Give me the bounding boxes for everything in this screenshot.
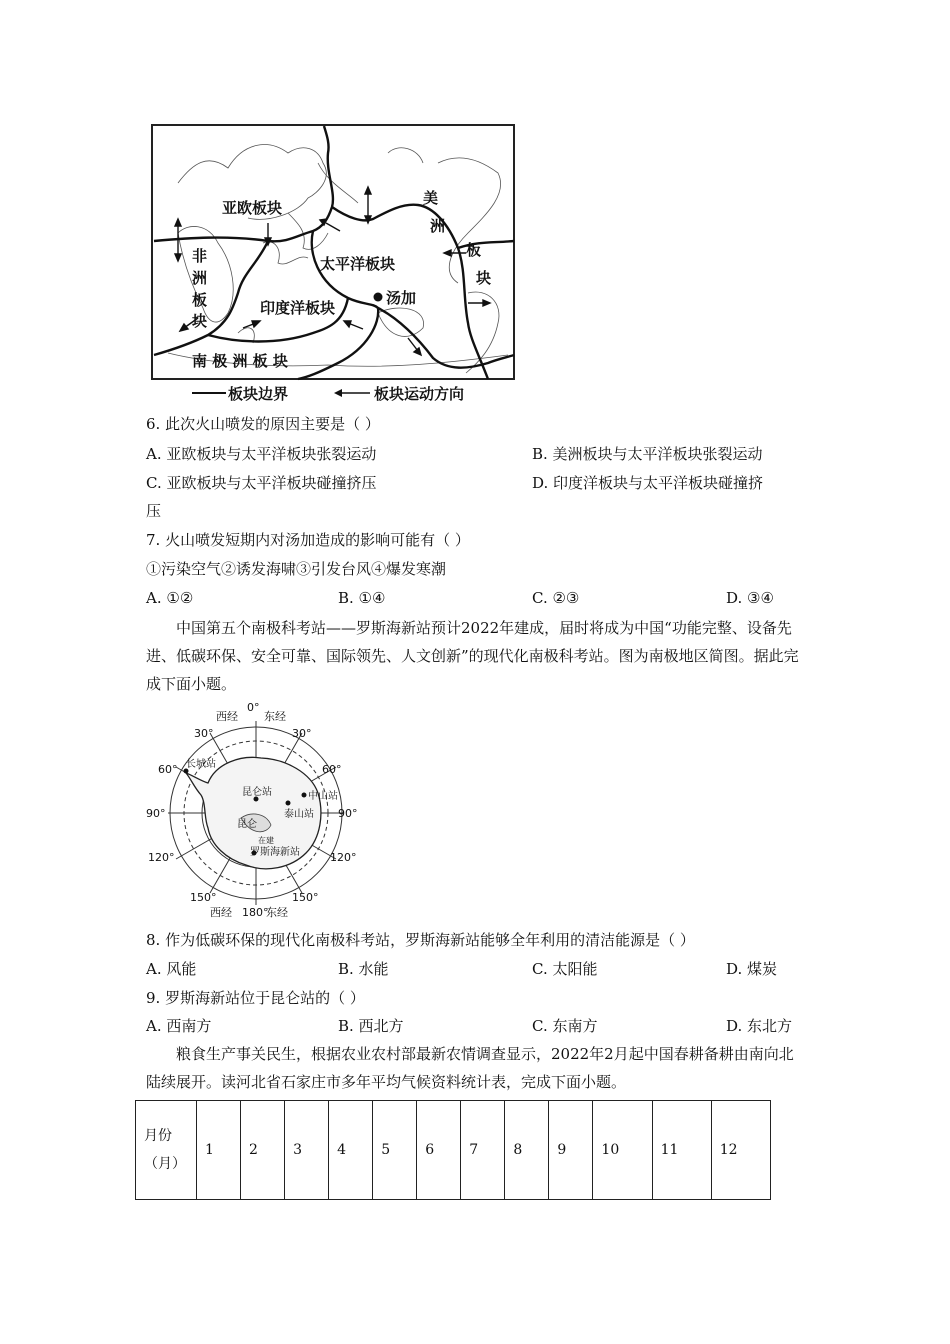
lbl-zhongshan: 中山站 xyxy=(308,791,338,802)
plate-map xyxy=(148,123,518,408)
label-antarctic: 南 极 洲 板 块 xyxy=(192,352,288,370)
q8-option-d[interactable]: D. 煤炭 xyxy=(726,960,778,978)
antarctic-map-svg xyxy=(146,703,366,918)
q8-option-a[interactable]: A. 风能 xyxy=(146,960,197,978)
taishan-dot xyxy=(286,801,291,806)
label-africa-1: 非 xyxy=(192,247,208,265)
label-america-1: 美 xyxy=(423,189,439,207)
table-cell: 10 xyxy=(593,1101,652,1200)
lbl-w60: 60° xyxy=(158,763,178,776)
label-america-2: 洲 xyxy=(430,217,446,235)
q6-stem: 6. 此次火山喷发的原因主要是（ ） xyxy=(146,415,380,433)
lbl-w30: 30° xyxy=(194,727,214,740)
lbl-180: 180° xyxy=(242,906,269,918)
q6-option-b[interactable]: B. 美洲板块与太平洋板块张裂运动 xyxy=(532,445,763,463)
lbl-west-top: 西经 xyxy=(216,710,238,723)
lbl-e150: 150° xyxy=(292,891,319,904)
q6-option-a[interactable]: A. 亚欧板块与太平洋板块张裂运动 xyxy=(146,445,377,463)
q9-option-a[interactable]: A. 西南方 xyxy=(146,1017,212,1035)
zhongshan-dot xyxy=(302,793,307,798)
lbl-e90: 90° xyxy=(338,807,358,820)
table-cell: 6 xyxy=(417,1101,461,1200)
climate-table xyxy=(135,1100,771,1200)
label-africa-3: 板 xyxy=(192,291,208,309)
lbl-taishan: 泰山站 xyxy=(284,809,314,820)
q7-items: ①污染空气②诱发海啸③引发台风④爆发寒潮 xyxy=(146,560,447,578)
table-cell: 8 xyxy=(505,1101,549,1200)
q7-option-b[interactable]: B. ①④ xyxy=(338,589,386,607)
q7-option-c[interactable]: C. ②③ xyxy=(532,589,580,607)
lbl-e30: 30° xyxy=(292,727,312,740)
q6-option-c[interactable]: C. 亚欧板块与太平洋板块碰撞挤压 xyxy=(146,474,377,492)
lbl-ross: 罗斯海新站 xyxy=(250,847,300,858)
lbl-changcheng: 长城站 xyxy=(186,759,216,770)
q6-option-d[interactable]: D. 印度洋板块与太平洋板块碰撞挤 xyxy=(532,474,764,492)
q9-option-b[interactable]: B. 西北方 xyxy=(338,1017,404,1035)
lbl-zero: 0° xyxy=(247,703,260,714)
table-cell: 4 xyxy=(329,1101,373,1200)
table-cell: 9 xyxy=(549,1101,593,1200)
table-cell: 12 xyxy=(711,1101,770,1200)
table-cell: 2 xyxy=(241,1101,285,1200)
q7-option-d[interactable]: D. ③④ xyxy=(726,589,774,607)
lbl-w120: 120° xyxy=(148,851,175,864)
intro-antarctic: 中国第五个南极科考站——罗斯海新站预计2022年建成，届时将成为中国“功能完整、设备先进、低碳环保、安全可靠、国际领先、人文创新”的现代化南极科考站。图为南极地区简图。据此完成下面小题。 xyxy=(146,619,799,693)
legend-direction: 板块运动方向 xyxy=(374,385,465,403)
label-eurasia: 亚欧板块 xyxy=(222,199,283,217)
q8-option-b[interactable]: B. 水能 xyxy=(338,960,389,978)
tonga-marker xyxy=(374,293,383,302)
table-row xyxy=(136,1101,771,1200)
lbl-east-bottom: 东经 xyxy=(266,906,288,918)
label-america-3: 板 xyxy=(466,241,482,259)
lbl-kunlun2: 昆仑 xyxy=(237,819,257,830)
table-cell: 5 xyxy=(373,1101,417,1200)
label-africa-2: 洲 xyxy=(192,269,208,287)
table-cell: 11 xyxy=(652,1101,711,1200)
lbl-kunlun: 昆仑站 xyxy=(242,787,272,798)
q6-option-d-wrap: 压 xyxy=(146,502,162,520)
lbl-e120: 120° xyxy=(330,851,357,864)
label-pacific: 太平洋板块 xyxy=(320,255,396,273)
q9-stem: 9. 罗斯海新站位于昆仑站的（ ） xyxy=(146,989,365,1007)
q9-option-d[interactable]: D. 东北方 xyxy=(726,1017,793,1035)
lbl-w90: 90° xyxy=(146,807,166,820)
q8-stem: 8. 作为低碳环保的现代化南极科考站，罗斯海新站能够全年利用的清洁能源是（ ） xyxy=(146,931,695,949)
lbl-west-bottom: 西经 xyxy=(210,906,232,918)
q7-option-a[interactable]: A. ①② xyxy=(146,589,194,607)
label-america-4: 块 xyxy=(476,269,492,287)
table-header-month: 月份（月） xyxy=(136,1101,197,1200)
legend-boundary: 板块边界 xyxy=(228,385,289,403)
label-tonga: 汤加 xyxy=(386,289,417,307)
q9-option-c[interactable]: C. 东南方 xyxy=(532,1017,598,1035)
lbl-east-top: 东经 xyxy=(264,710,286,723)
lbl-w150: 150° xyxy=(190,891,217,904)
intro-climate: 粮食生产事关民生，根据农业农村部最新农情调查显示，2022年2月起中国春耕备耕由南向北陆续展开。读河北省石家庄市多年平均气候资料统计表，完成下面小题。 xyxy=(146,1045,794,1091)
antarctic-map xyxy=(146,703,366,918)
label-indian: 印度洋板块 xyxy=(260,299,336,317)
table-cell: 1 xyxy=(197,1101,241,1200)
lbl-e60: 60° xyxy=(322,763,342,776)
table-cell: 3 xyxy=(285,1101,329,1200)
lbl-jianshe: 在建 xyxy=(258,836,274,845)
plate-map-svg xyxy=(148,123,518,408)
q7-stem: 7. 火山喷发短期内对汤加造成的影响可能有（ ） xyxy=(146,531,470,549)
q8-option-c[interactable]: C. 太阳能 xyxy=(532,960,598,978)
label-africa-4: 块 xyxy=(192,312,208,330)
map1-legend xyxy=(192,385,464,403)
table-cell: 7 xyxy=(461,1101,505,1200)
